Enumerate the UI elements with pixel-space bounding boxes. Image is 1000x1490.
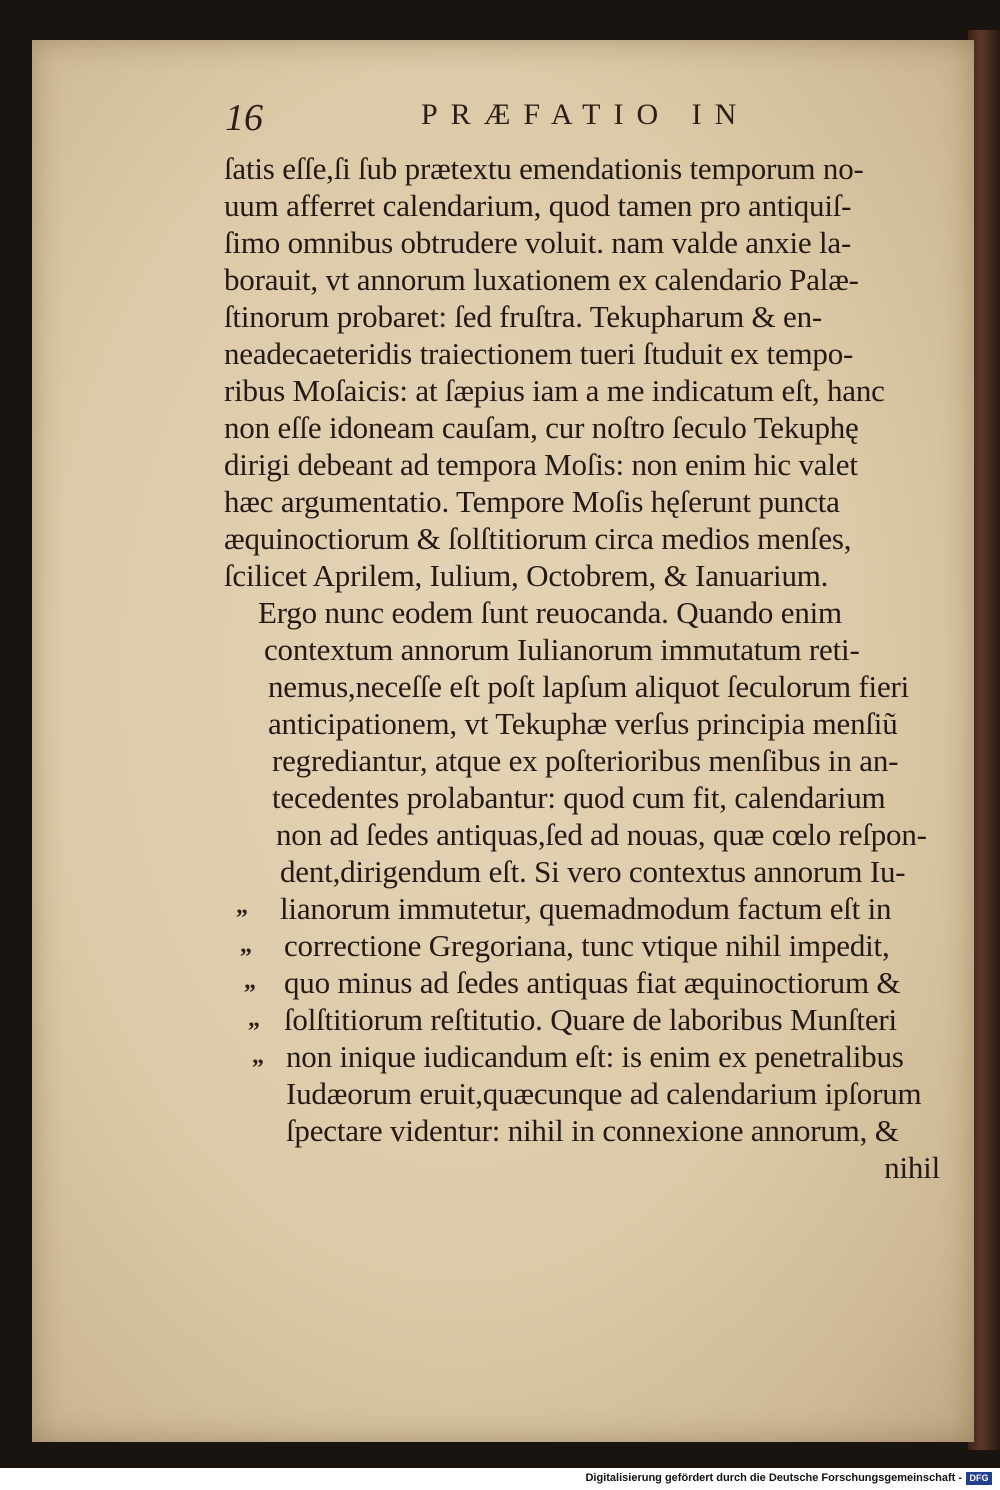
text-line: non inique iudicandum eſt: is enim ex penetralibus [286,1039,904,1074]
text-line: anticipationem, vt Tekuphæ verſus principia menſiũ [268,706,898,741]
catchword: nihil [884,1150,940,1185]
text-line: ſcilicet Aprilem, Iulium, Octobrem, & Ianuarium. [224,558,829,593]
running-head: PRÆFATIO IN [421,98,750,131]
text-line: non ad ſedes antiquas,ſed ad nouas, quæ cœlo reſpon- [276,817,927,852]
text-line: correctione Gregoriana, tunc vtique nihil impedit, [284,928,890,963]
text-line: æquinoctiorum & ſolſtitiorum circa medios menſes, [224,521,852,556]
page-header [225,92,825,140]
body-text [224,150,944,1186]
text-line: Iudæorum eruit,quæcunque ad calendarium ipſorum [286,1076,922,1111]
text-line: hæc argumentatio. Tempore Moſis hęſerunt puncta [224,484,840,519]
text-line: Ergo nunc eodem ſunt reuocanda. Quando enim [258,595,842,630]
text-line: ſatis eſſe,ſi ſub prætextu emendationis temporum no- [224,151,864,186]
text-line: neadecaeteridis traiectionem tueri ſtuduit ex tempo- [224,336,854,371]
text-line: ribus Moſaicis: at ſæpius iam a me indicatum eſt, hanc [224,373,885,408]
margin-quote-mark: „ [244,968,256,994]
text-line: uum afferret calendarium, quod tamen pro antiquiſ- [224,188,852,223]
page-number: 16 [225,97,263,139]
footer-bar [0,1468,1000,1490]
text-line: nemus,neceſſe eſt poſt lapſum aliquot ſeculorum fieri [268,669,910,704]
funding-credit: Digitalisierung gefördert durch die Deutsche Forschungsgemeinschaft - [585,1472,962,1484]
margin-quote-mark: „ [252,1043,264,1069]
text-line: ſpectare videntur: nihil in connexione annorum, & [286,1113,899,1148]
margin-quote-mark: „ [236,893,248,919]
text-line: ſolſtitiorum reſtitutio. Quare de laboribus Munſteri [284,1002,897,1037]
dfg-logo-icon: DFG [966,1472,992,1485]
text-line: dent,dirigendum eſt. Si vero contextus annorum Iu- [280,854,906,889]
text-line: non eſſe idoneam cauſam, cur noſtro ſeculo Tekuphę [224,410,859,445]
margin-quote-mark: „ [240,932,252,958]
text-line: quo minus ad ſedes antiquas fiat æquinoctiorum & [284,965,901,1000]
text-line: ſtinorum probaret: ſed fruſtra. Tekupharum & en- [224,299,823,334]
text-line: ſimo omnibus obtrudere voluit. nam valde anxie la- [224,225,852,260]
text-line: tecedentes prolabantur: quod cum fit, calendarium [272,780,886,815]
text-line: lianorum immutetur, quemadmodum factum eſt in [280,891,892,926]
text-line: dirigi debeant ad tempora Moſis: non enim hic valet [224,447,858,482]
text-line: borauit, vt annorum luxationem ex calendario Palæ- [224,262,859,297]
text-line: regrediantur, atque ex poſterioribus menſibus in an- [272,743,899,778]
margin-quote-mark: „ [248,1006,260,1032]
text-line: contextum annorum Iulianorum immutatum reti- [264,632,860,667]
